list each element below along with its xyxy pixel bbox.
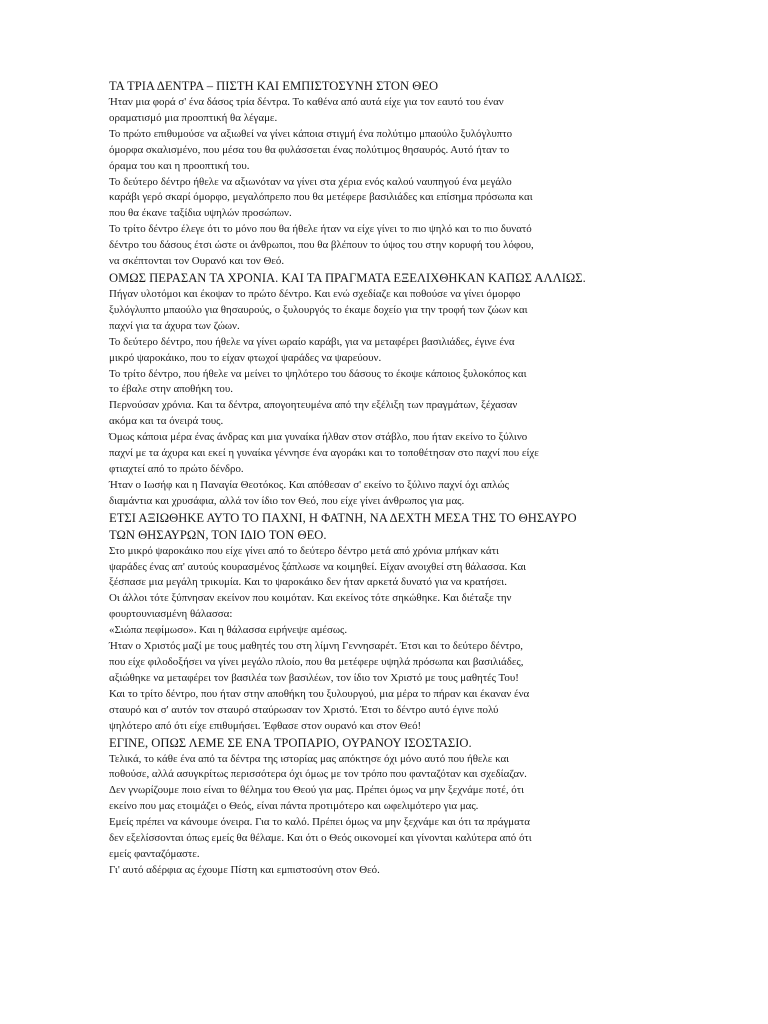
paragraph-line: οραματισμό μια προοπτική θα λέγαμε. <box>109 111 278 124</box>
paragraph-line: εμείς φανταζόμαστε. <box>109 847 200 860</box>
paragraph-line: αξιώθηκε να μεταφέρει τον βασιλέα των βασιλέων, τον ίδιο τον Χριστό με τους μαθητές Του! <box>109 671 519 684</box>
paragraph-line: μικρό ψαροκάικο, που το είχαν φτωχοί ψαράδες να ψαρεύουν. <box>109 351 382 364</box>
paragraph-line: Ήταν μια φορά σ' ένα δάσος τρία δέντρα. Το καθένα από αυτά είχε για τον εαυτό του έναν <box>109 96 504 108</box>
paragraph-line: ακόμα και τα όνειρά τους. <box>109 415 224 428</box>
paragraph-line: Ήταν ο Χριστός μαζί με τους μαθητές του στη λίμνη Γεννησαρέτ. Έτσι και το δεύτερο δέντρο, <box>109 640 524 653</box>
paragraph-line: Το τρίτο δέντρο έλεγε ότι το μόνο που θα ήθελε ήταν να είχε γίνει το πιο ψηλό και το πιο δυνατό <box>109 223 532 236</box>
paragraph-line: Εμείς πρέπει να κάνουμε όνειρα. Για το καλό. Πρέπει όμως να μην ξεχνάμε και ότι τα πράγματα <box>109 816 530 829</box>
paragraph-line: ψηλότερο από ότι είχε επιθυμήσει. Έφθασε στον ουρανό και στον Θεό! <box>109 719 422 732</box>
section-heading: ΟΜΩΣ ΠΕΡΑΣΑΝ ΤΑ ΧΡΟΝΙΑ. ΚΑΙ ΤΑ ΠΡΑΓΜΑΤΑ ΕΞΕΛΙΧΘΗΚΑΝ ΚΑΠΩΣ ΑΛΛΙΩΣ. <box>109 270 586 285</box>
paragraph-line: Γι' αυτό αδέρφια ας έχουμε Πίστη και εμπιστοσύνη στον Θεό. <box>109 863 380 876</box>
section-heading: ΕΤΣΙ ΑΞΙΩΘΗΚΕ ΑΥΤΟ ΤΟ ΠΑΧΝΙ, Η ΦΑΤΝΗ, ΝΑ ΔΕΧΤΗ ΜΕΣΑ ΤΗΣ ΤΟ ΘΗΣΑΥΡΟ <box>109 510 577 525</box>
paragraph-line: παχνί με τα άχυρα και εκεί η γυναίκα γέννησε ένα αγοράκι και το τοποθέτησαν στο παχνί που είχε <box>109 447 539 460</box>
paragraph-line: Τελικά, το κάθε ένα από τα δέντρα της ιστορίας μας απόκτησε όχι μόνο αυτό που ήθελε και <box>109 752 510 765</box>
paragraph-line: ποθούσε, αλλά ασυγκρίτως περισσότερα όχι όμως με τον τρόπο που φανταζόταν και σχεδίαζαν. <box>109 768 527 781</box>
paragraph-line: εκείνο που μας ετοιμάζει ο Θεός, είναι πάντα προτιμότερο και ωφελιμότερο για μας. <box>109 800 479 813</box>
paragraph-line: Το τρίτο δέντρο, που ήθελε να μείνει το ψηλότερο του δάσους το έκοψε κάποιος ξυλοκόπος και <box>109 367 527 380</box>
paragraph-line: φουρτουνιασμένη θάλασσα: <box>109 608 233 621</box>
section-heading: ΤΩΝ ΘΗΣΑΥΡΩΝ, ΤΟΝ ΙΔΙΟ ΤΟΝ ΘΕΟ. <box>109 527 327 542</box>
paragraph-line: Το πρώτο επιθυμούσε να αξιωθεί να γίνει κάποια στιγμή ένα πολύτιμο μπαούλο ξυλόγλυπτο <box>109 127 513 140</box>
paragraph-line: διαμάντια και χρυσάφια, αλλά τον ίδιο τον Θεό, που είχε γίνει άνθρωπος για μας. <box>109 494 465 507</box>
paragraph-line: να σκέπτονται τον Ουρανό και τον Θεό. <box>109 255 285 268</box>
paragraph-line: Το δεύτερο δέντρο ήθελε να αξιωνόταν να γίνει στα χέρια ενός καλού ναυπηγού ένα μεγάλο <box>109 175 512 188</box>
paragraph-line: το έβαλε στην αποθήκη του. <box>109 383 233 396</box>
paragraph-line: παχνί για τα άχυρα των ζώων. <box>109 319 240 332</box>
paragraph-line: δεν εξελίσσονται όπως εμείς θα θέλαμε. Και ότι ο Θεός οικονομεί και γίνονται καλύτερα από ότι <box>109 832 532 845</box>
paragraph-line: που είχε φιλοδοξήσει να γίνει μεγάλο πλοίο, που θα μετέφερε υψηλά πρόσωπα και βασιλιάδες, <box>109 656 524 668</box>
paragraph-line: σταυρό και σ' αυτόν τον σταυρό σταύρωσαν τον Χριστό. Έτσι το δέντρο αυτό έγινε πολύ <box>109 703 499 716</box>
document-page <box>109 78 649 879</box>
paragraph-line: Περνούσαν χρόνια. Και τα δέντρα, απογοητευμένα από την εξέλιξη των πραγμάτων, ξέχασαν <box>109 399 518 412</box>
paragraph-line: δέντρο του δάσους έτσι ώστε οι άνθρωποι, που θα βλέπουν το ύψος του στην κορυφή του λόφου, <box>109 239 534 252</box>
paragraph-line: Το δεύτερο δέντρο, που ήθελε να γίνει ωραίο καράβι, για να μεταφέρει βασιλιάδες, έγινε ένα <box>109 335 515 348</box>
paragraph-line: φτιαχτεί από το πρώτο δένδρο. <box>109 462 244 475</box>
paragraph-line: Και το τρίτο δέντρο, που ήταν στην αποθήκη του ξυλουργού, μια μέρα το πήραν και έκαναν ένα <box>109 687 530 700</box>
paragraph-line: «Σιώπα πεφίμωσο». Και η θάλασσα ειρήνεψε αμέσως. <box>109 624 348 637</box>
paragraph-line: ψαράδες ένας απ' αυτούς κουρασμένος ξάπλωσε να κοιμηθεί. Είχαν ανοιχθεί στη θάλασσα. Και <box>109 560 527 573</box>
paragraph-line: όμορφα σκαλισμένο, που μέσα του θα φυλάσσεται ένας πολύτιμος θησαυρός. Αυτό ήταν το <box>109 143 510 156</box>
paragraph-line: Πήγαν υλοτόμοι και έκοψαν το πρώτο δέντρο. Και ενώ σχεδίαζε και ποθούσε να γίνει όμορφο <box>109 287 521 300</box>
paragraph-line: Δεν γνωρίζουμε ποιο είναι το θέλημα του Θεού για μας. Πρέπει όμως να μην ξεχνάμε ποτέ, ότι <box>109 784 525 797</box>
paragraph-line: Όμως κάποια μέρα ένας άνδρας και μια γυναίκα ήλθαν στον στάβλο, που ήταν εκείνο το ξύλινο <box>109 431 528 444</box>
paragraph-line: ξέσπασε μια μεγάλη τρικυμία. Και το ψαροκάικο δεν ήταν αρκετά δυνατό για να κρατήσει. <box>109 576 507 589</box>
paragraph-line: όραμα του και η προοπτική του. <box>109 159 250 172</box>
paragraph-line: ξυλόγλυπτο μπαούλο για θησαυρούς, ο ξυλουργός το έκαμε δοχείο για την τροφή των ζώων και <box>109 303 528 316</box>
section-heading: ΕΓΙΝΕ, ΟΠΩΣ ΛΕΜΕ ΣΕ ΕΝΑ ΤΡΟΠΑΡΙΟ, ΟΥΡΑΝΟΥ ΙΣΟΣΤΑΣΙΟ. <box>109 735 472 750</box>
paragraph-line: που θα έκανε ταξίδια υψηλών προσώπων. <box>109 207 292 220</box>
paragraph-line: Οι άλλοι τότε ξύπνησαν εκείνον που κοιμόταν. Και εκείνος τότε σηκώθηκε. Και διέταξε την <box>109 592 512 605</box>
paragraph-line: Στο μικρό ψαροκάικο που είχε γίνει από το δεύτερο δέντρο μετά από χρόνια μπήκαν κάτι <box>109 544 499 557</box>
section-heading: ΤΑ ΤΡΙΑ ΔΕΝΤΡΑ – ΠΙΣΤΗ ΚΑΙ ΕΜΠΙΣΤΟΣΥΝΗ ΣΤΟΝ ΘΕΟ <box>109 79 439 93</box>
paragraph-line: Ήταν ο Ιωσήφ και η Παναγία Θεοτόκος. Και απόθεσαν σ' εκείνο το ξύλινο παχνί όχι απλώς <box>109 478 509 491</box>
paragraph-line: καράβι γερό σκαρί όμορφο, μεγαλόπρεπο που θα μετέφερε βασιλιάδες και επίσημα πρόσωπα και <box>109 191 533 204</box>
